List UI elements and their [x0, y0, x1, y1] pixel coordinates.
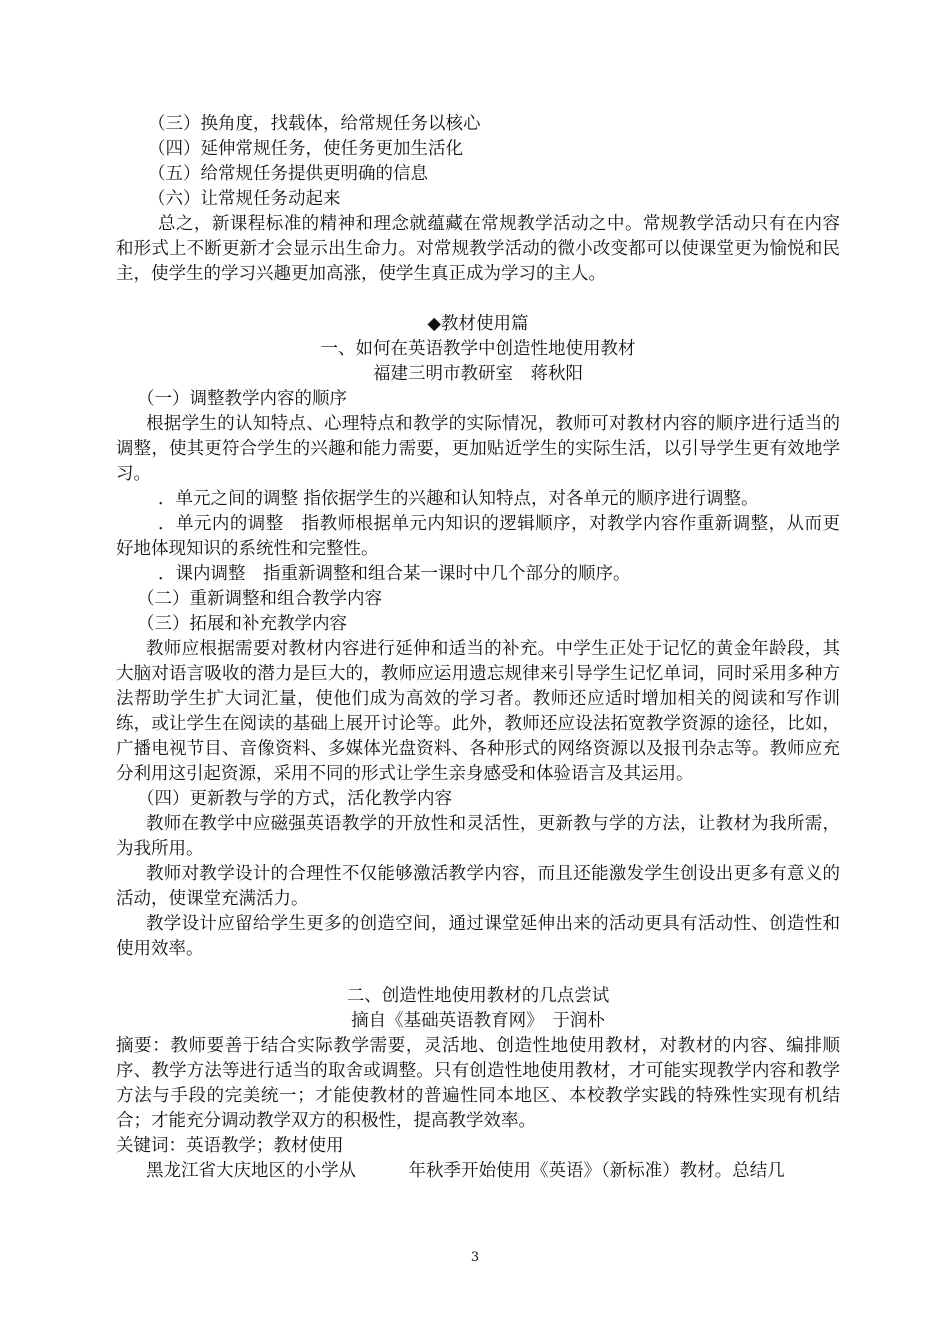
article2-byline: 摘自《基础英语教育网》 于润朴 [351, 1011, 605, 1031]
article1-bullet-2: ．单元内的调整 指教师根据单元内知识的逻辑顺序，对教学内容作重新调整，从而更好地体现知识的系统性和完整性。 [116, 514, 840, 559]
article2-keywords: 关键词：英语教学；教材使用 [116, 1136, 344, 1156]
article2-title: 二、创造性地使用教材的几点尝试 [346, 986, 610, 1006]
article1-heading-2: （二）重新调整和组合教学内容 [137, 589, 382, 609]
article1-heading-1: （一）调整教学内容的顺序 [137, 389, 347, 409]
article1-paragraph-2: 教师应根据需要对教材内容进行延伸和适当的补充。中学生正处于记忆的黄金年龄段，其大脑对语言吸收的潜力是巨大的，教师应运用遗忘规律来引导学生记忆单词，同时采用多种方法帮助学生扩大词汇量，使他们成为高效的学习者。教师还应适时增加相关的阅读和写作训练，或让学生在阅读的基础上展开讨论等。此外，教师还应设法拓宽教学资源的途径，比如，广播电视节目、音像资料、多媒体光盘资料、各种形式的网络资源以及报刊杂志等。教师应充分利用这引起资源，采用不同的形式让学生亲身感受和体验语言及其运用。 [116, 639, 840, 784]
article1-bullet-1: ．单元之间的调整 指依据学生的兴趣和认知特点，对各单元的顺序进行调整。 [158, 489, 759, 509]
article1-paragraph-4: 教师对教学设计的合理性不仅能够激活教学内容，而且还能激发学生创设出更多有意义的活动，使课堂充满活力。 [116, 864, 840, 909]
article1-heading-3: （三）拓展和补充教学内容 [137, 614, 347, 634]
article1-title: 一、如何在英语教学中创造性地使用教材 [320, 339, 636, 359]
article1-byline: 福建三明市教研室 蒋秋阳 [373, 364, 583, 384]
article1-heading-4: （四）更新教与学的方式，活化教学内容 [137, 789, 452, 809]
sub-heading-6: （六）让常规任务动起来 [148, 189, 341, 209]
article1-bullet-3: ．课内调整 指重新调整和组合某一课时中几个部分的顺序。 [158, 564, 631, 584]
sub-heading-4: （四）延伸常规任务，使任务更加生活化 [148, 139, 463, 159]
sub-heading-3: （三）换角度，找载体，给常规任务以核心 [148, 114, 481, 134]
article2-paragraph-1: 黑龙江省大庆地区的小学从 年秋季开始使用《英语》（新标准）教材。总结几 [146, 1161, 785, 1181]
sub-heading-5: （五）给常规任务提供更明确的信息 [148, 164, 428, 184]
summary-paragraph: 总之，新课程标准的精神和理念就蕴藏在常规教学活动之中。常规教学活动只有在内容和形式上不断更新才会显示出生命力。对常规教学活动的微小改变都可以使课堂更为愉悦和民主，使学生的学习兴趣更加高涨，使学生真正成为学习的主人。 [116, 214, 840, 284]
article1-paragraph-3: 教师在教学中应磁强英语教学的开放性和灵活性，更新教与学的方法，让教材为我所需，为我所用。 [116, 814, 840, 859]
page-body [116, 112, 840, 1184]
part-title: ◆教材使用篇 [427, 314, 529, 334]
article1-paragraph-1: 根据学生的认知特点、心理特点和教学的实际情况，教师可对教材内容的顺序进行适当的调整，使其更符合学生的兴趣和能力需要，更加贴近学生的实际生活，以引导学生更有效地学习。 [116, 414, 840, 484]
article1-paragraph-5: 教学设计应留给学生更多的创造空间，通过课堂延伸出来的活动更具有活动性、创造性和使用效率。 [116, 914, 840, 959]
article2-abstract: 摘要：教师要善于结合实际教学需要，灵活地、创造性地使用教材，对教材的内容、编排顺序、教学方法等进行适当的取舍或调整。只有创造性地使用教材，才可能实现教学内容和教学方法与手段的完美统一；才能使教材的普遍性同本地区、本校教学实践的特殊性实现有机结合；才能充分调动教学双方的积极性，提高教学效率。 [116, 1036, 840, 1131]
page-number: 3 [470, 1250, 480, 1265]
